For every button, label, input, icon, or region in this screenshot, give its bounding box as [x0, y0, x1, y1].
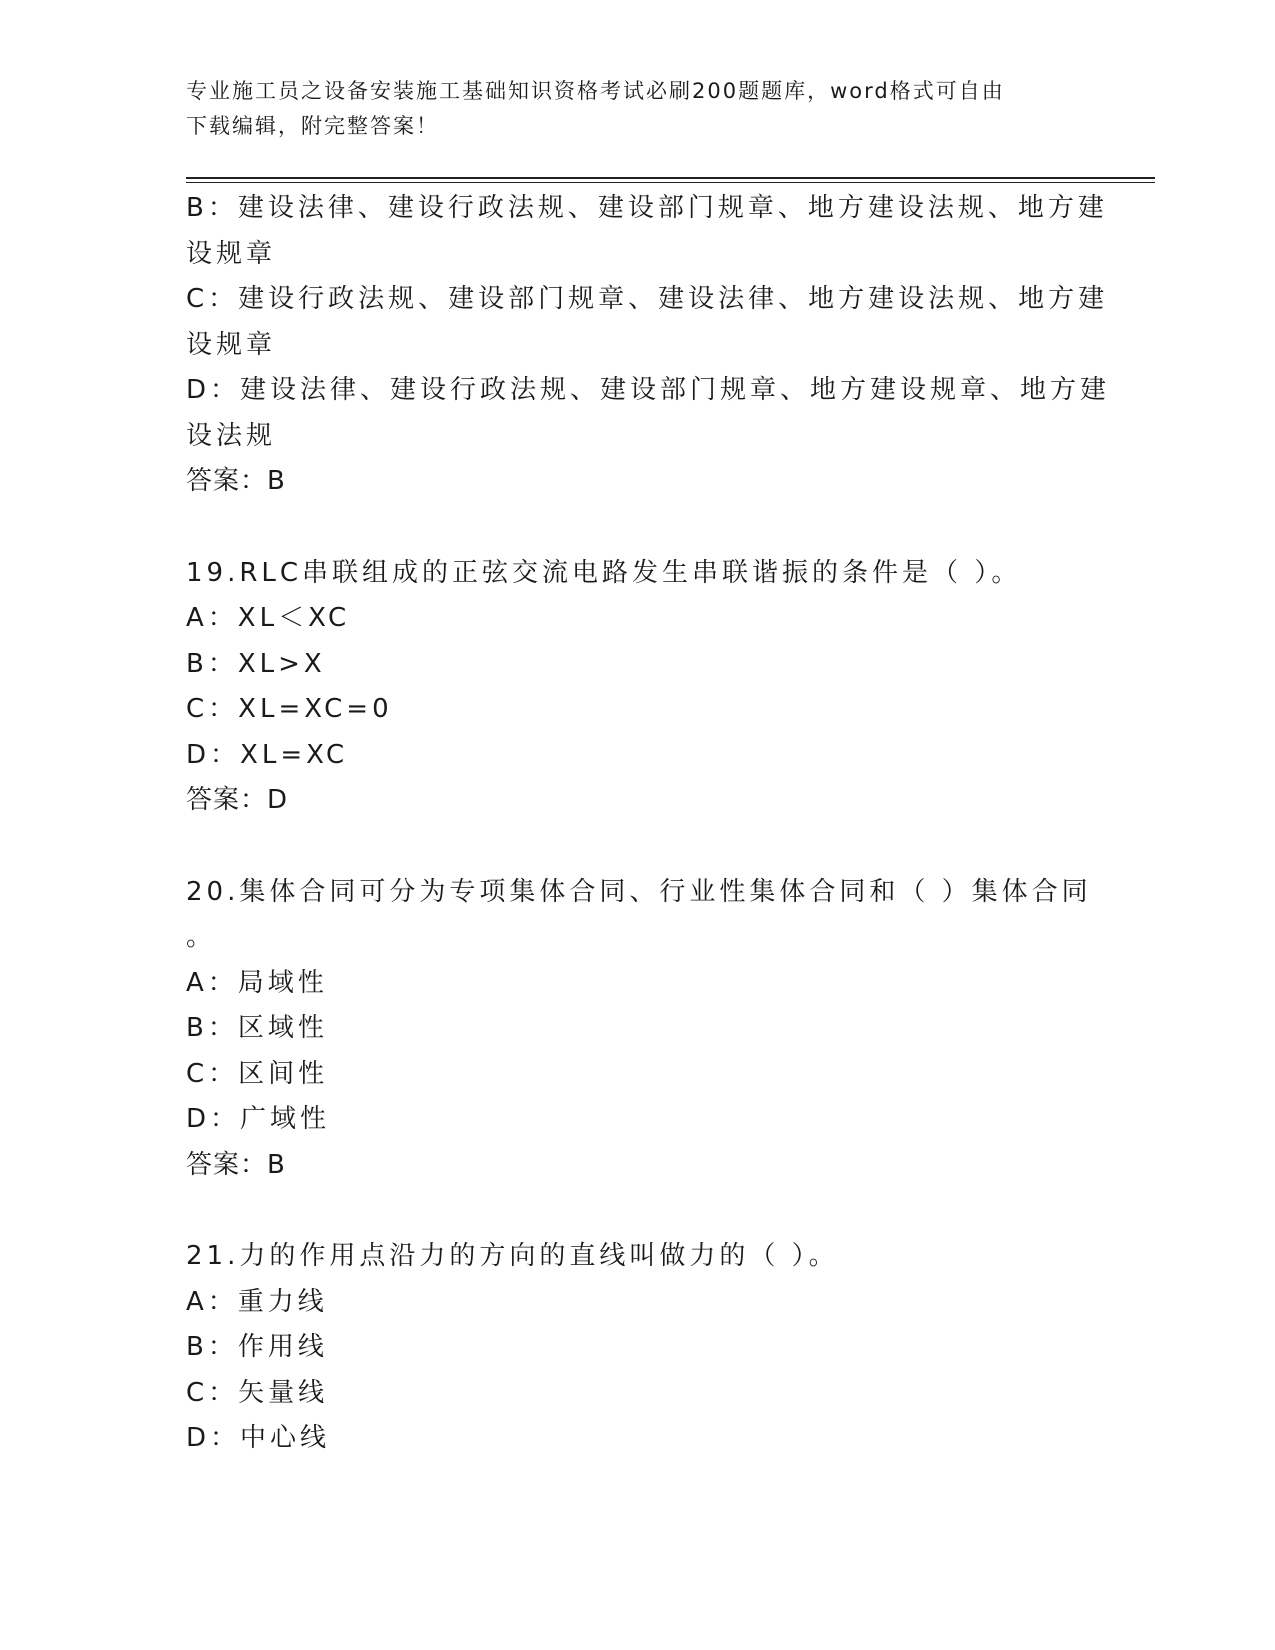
question-21 [186, 1234, 1086, 1462]
question-text: 20.集体合同可分为专项集体合同、行业性集体合同和（ ）集体合同 [186, 876, 1092, 907]
question-19 [186, 551, 1086, 824]
answer: 答案：D [186, 785, 289, 815]
question-text: 21.力的作用点沿力的方向的直线叫做力的（ ）。 [186, 1241, 839, 1271]
option-d: D：建设法律、建设行政法规、建设部门规章、地方建设规章、地方建 [186, 375, 1111, 405]
option-c: C：建设行政法规、建设部门规章、建设法律、地方建设法规、地方建 [186, 284, 1109, 314]
header-title-line-1: 专业施工员之设备安装施工基础知识资格考试必刷200题题库，word格式可自由 [186, 79, 1005, 103]
option-d-continued: 设法规 [186, 420, 277, 451]
option-c: C：XL=XC=0 [186, 694, 393, 724]
spacer [186, 1188, 1086, 1234]
question-18-continued [186, 186, 1111, 505]
option-a: A：XL＜XC [186, 603, 351, 633]
question-20 [186, 870, 1092, 1189]
option-c: C：区间性 [186, 1058, 329, 1089]
document-header [186, 74, 1066, 144]
option-b: B：建设法律、建设行政法规、建设部门规章、地方建设法规、地方建 [186, 193, 1108, 223]
option-c: C：矢量线 [186, 1377, 329, 1408]
option-b: B：区域性 [186, 1013, 328, 1043]
option-b: B：XL>X [186, 648, 326, 679]
option-a: A：重力线 [186, 1286, 328, 1317]
answer: 答案：B [186, 466, 286, 496]
option-a: A：局域性 [186, 967, 328, 998]
option-b: B：作用线 [186, 1332, 328, 1362]
header-divider [186, 177, 1155, 183]
spacer [186, 824, 1086, 870]
option-b-continued: 设规章 [186, 238, 277, 269]
question-text: 19.RLC串联组成的正弦交流电路发生串联谐振的条件是（ ）。 [186, 557, 1022, 588]
option-d: D：XL=XC [186, 739, 349, 770]
header-title-line-2: 下载编辑，附完整答案！ [186, 114, 439, 138]
option-d: D：中心线 [186, 1423, 331, 1453]
answer: 答案：B [186, 1149, 286, 1180]
option-c-continued: 设规章 [186, 329, 277, 360]
option-d: D：广域性 [186, 1104, 331, 1134]
question-text-continued: 。 [186, 922, 217, 952]
question-list [186, 186, 1111, 1462]
spacer [186, 505, 1086, 551]
